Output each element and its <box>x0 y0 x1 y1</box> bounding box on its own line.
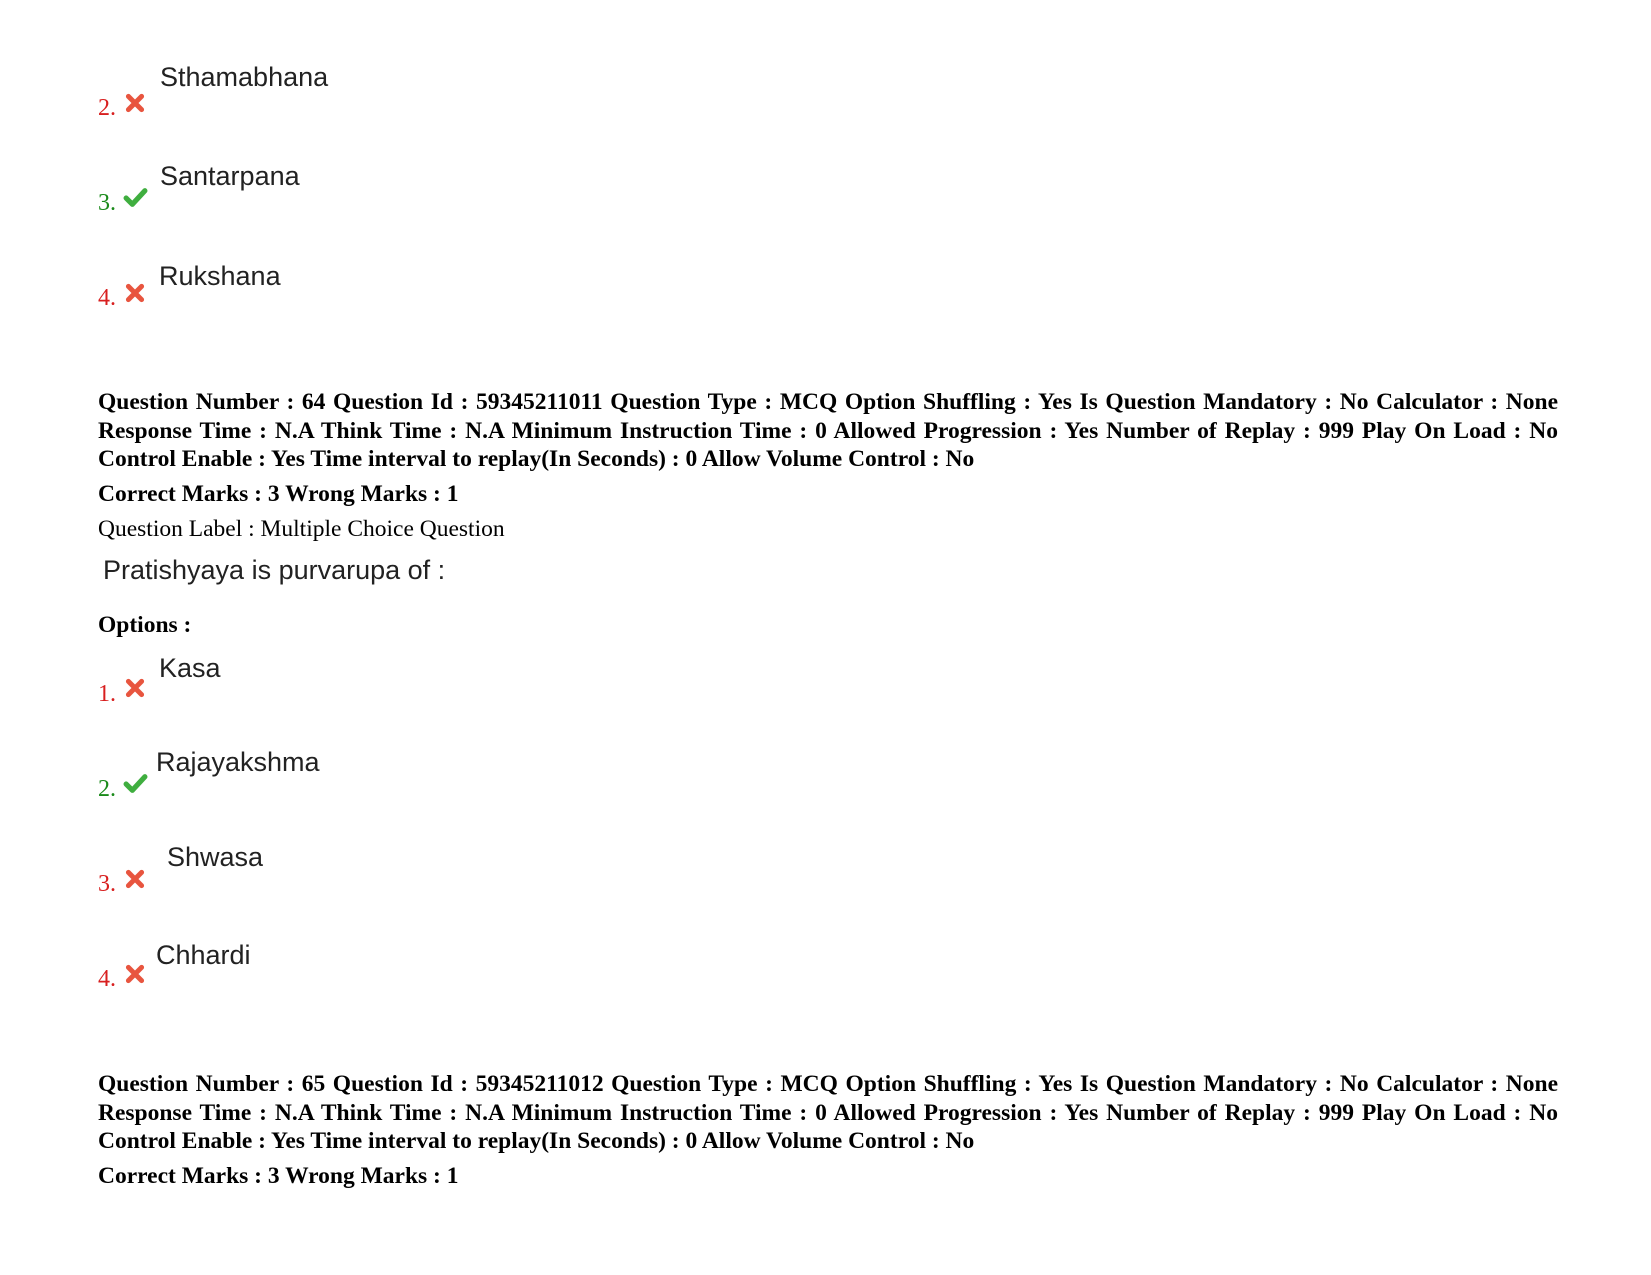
option-number: 1. <box>98 681 116 707</box>
option-text: Kasa <box>159 653 221 683</box>
cross-icon <box>124 282 146 304</box>
option-number: 2. <box>98 95 116 121</box>
option-text: Chhardi <box>156 940 251 970</box>
check-icon <box>123 772 148 794</box>
option-number: 3. <box>98 871 116 897</box>
option-number: 2. <box>98 776 116 802</box>
option-number: 4. <box>98 285 116 311</box>
question-text: Pratishyaya is purvarupa of : <box>103 555 446 585</box>
check-icon <box>123 186 148 208</box>
cross-icon <box>124 677 146 699</box>
question-label: Question Label : Multiple Choice Question <box>98 516 505 542</box>
option-text: Santarpana <box>160 161 300 191</box>
option-text: Shwasa <box>167 842 264 872</box>
question-marks: Correct Marks : 3 Wrong Marks : 1 <box>98 481 459 507</box>
question-meta: Question Number : 65 Question Id : 59345211012 Question Type : MCQ Option Shuffling : Yes Is Question Mandatory : No Calculator : None Response Time : N.A Think Time : N.A Minimum Instruction Time : 0 Allowed Progression : Yes Number of Replay : 999 Play On Load : No Control Enable : Yes Time interval to replay(In Seconds) : 0 Allow Volume Control : No <box>98 1071 1558 1154</box>
option-text: Sthamabhana <box>160 62 329 92</box>
question-marks: Correct Marks : 3 Wrong Marks : 1 <box>98 1163 459 1189</box>
cross-icon <box>124 963 146 985</box>
option-number: 3. <box>98 190 116 216</box>
question-meta: Question Number : 64 Question Id : 59345211011 Question Type : MCQ Option Shuffling : Yes Is Question Mandatory : No Calculator : None Response Time : N.A Think Time : N.A Minimum Instruction Time : 0 Allowed Progression : Yes Number of Replay : 999 Play On Load : No Control Enable : Yes Time interval to replay(In Seconds) : 0 Allow Volume Control : No <box>98 389 1558 472</box>
cross-icon <box>124 868 146 890</box>
option-number: 4. <box>98 966 116 992</box>
option-text: Rajayakshma <box>156 747 320 777</box>
option-text: Rukshana <box>159 261 281 291</box>
cross-icon <box>124 92 146 114</box>
options-label: Options : <box>98 612 192 638</box>
